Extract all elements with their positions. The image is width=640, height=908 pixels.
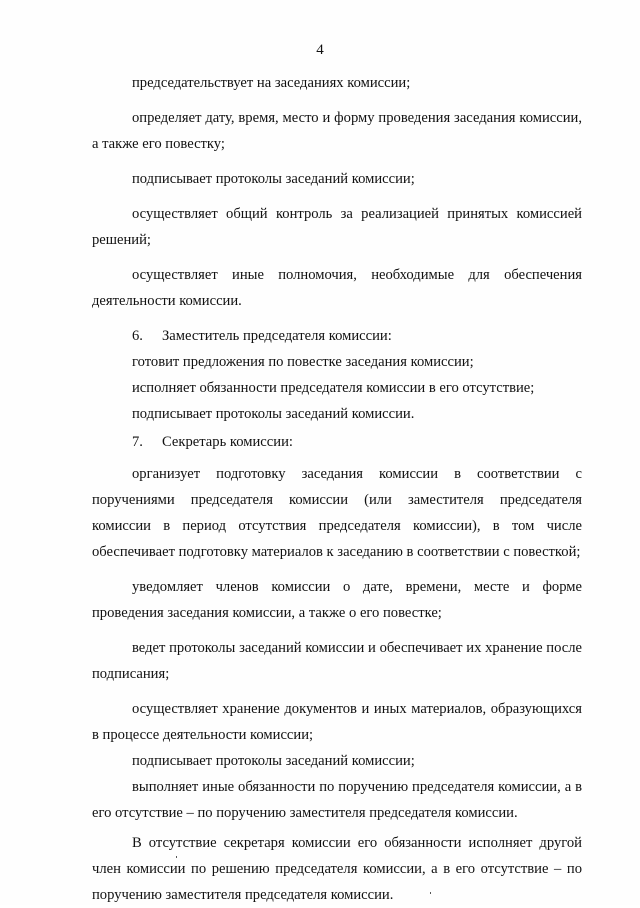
paragraph: подписывает протоколы заседаний комиссии;: [132, 171, 415, 187]
item-number: 7.: [132, 434, 143, 450]
paragraph: выполняет иные обязанности по поручению председателя комиссии, а в его отсутствие – по поручению заместителя председателя комиссии.: [92, 779, 582, 821]
paragraph: осуществляет общий контроль за реализацией принятых комиссией решений;: [92, 206, 582, 248]
paragraph: председательствует на заседаниях комиссии;: [132, 75, 411, 91]
paragraph: организует подготовку заседания комиссии в соответствии с поручениями председателя комиссии (или заместителя председателя комиссии в период отсутствия председателя комиссии), в том числе обеспечивает подготовку материалов к заседанию в соответствии с повесткой;: [92, 466, 582, 560]
numbered-item: [92, 323, 582, 349]
paragraph: осуществляет хранение документов и иных материалов, образующихся в процессе деятельности комиссии;: [92, 701, 582, 743]
paragraph: готовит предложения по повестке заседания комиссии;: [132, 354, 474, 370]
paragraph: В отсутствие секретаря комиссии его обязанности исполняет другой член комиссии по решению председателя комиссии, а в его отсутствие – по поручению заместителя председателя комиссии.: [92, 835, 582, 903]
item-number: 6.: [132, 328, 143, 344]
paragraph: подписывает протоколы заседаний комиссии.: [132, 406, 415, 422]
scan-speck: [430, 892, 431, 894]
paragraph: уведомляет членов комиссии о дате, времени, месте и форме проведения заседания комиссии, а также о его повестке;: [92, 579, 582, 621]
paragraph: ведет протоколы заседаний комиссии и обеспечивает их хранение после подписания;: [92, 640, 582, 682]
numbered-item: [92, 429, 582, 455]
document-body: [92, 70, 582, 908]
page-number: 4: [316, 42, 324, 58]
item-heading: Секретарь комиссии:: [162, 434, 293, 450]
paragraph: исполняет обязанности председателя комиссии в его отсутствие;: [132, 380, 535, 396]
item-heading: Заместитель председателя комиссии:: [162, 328, 392, 344]
paragraph: определяет дату, время, место и форму проведения заседания комиссии, а также его повестку;: [92, 110, 582, 152]
paragraph: осуществляет иные полномочия, необходимые для обеспечения деятельности комиссии.: [92, 267, 582, 309]
scan-speck: [176, 856, 177, 858]
paragraph: подписывает протоколы заседаний комиссии;: [132, 753, 415, 769]
